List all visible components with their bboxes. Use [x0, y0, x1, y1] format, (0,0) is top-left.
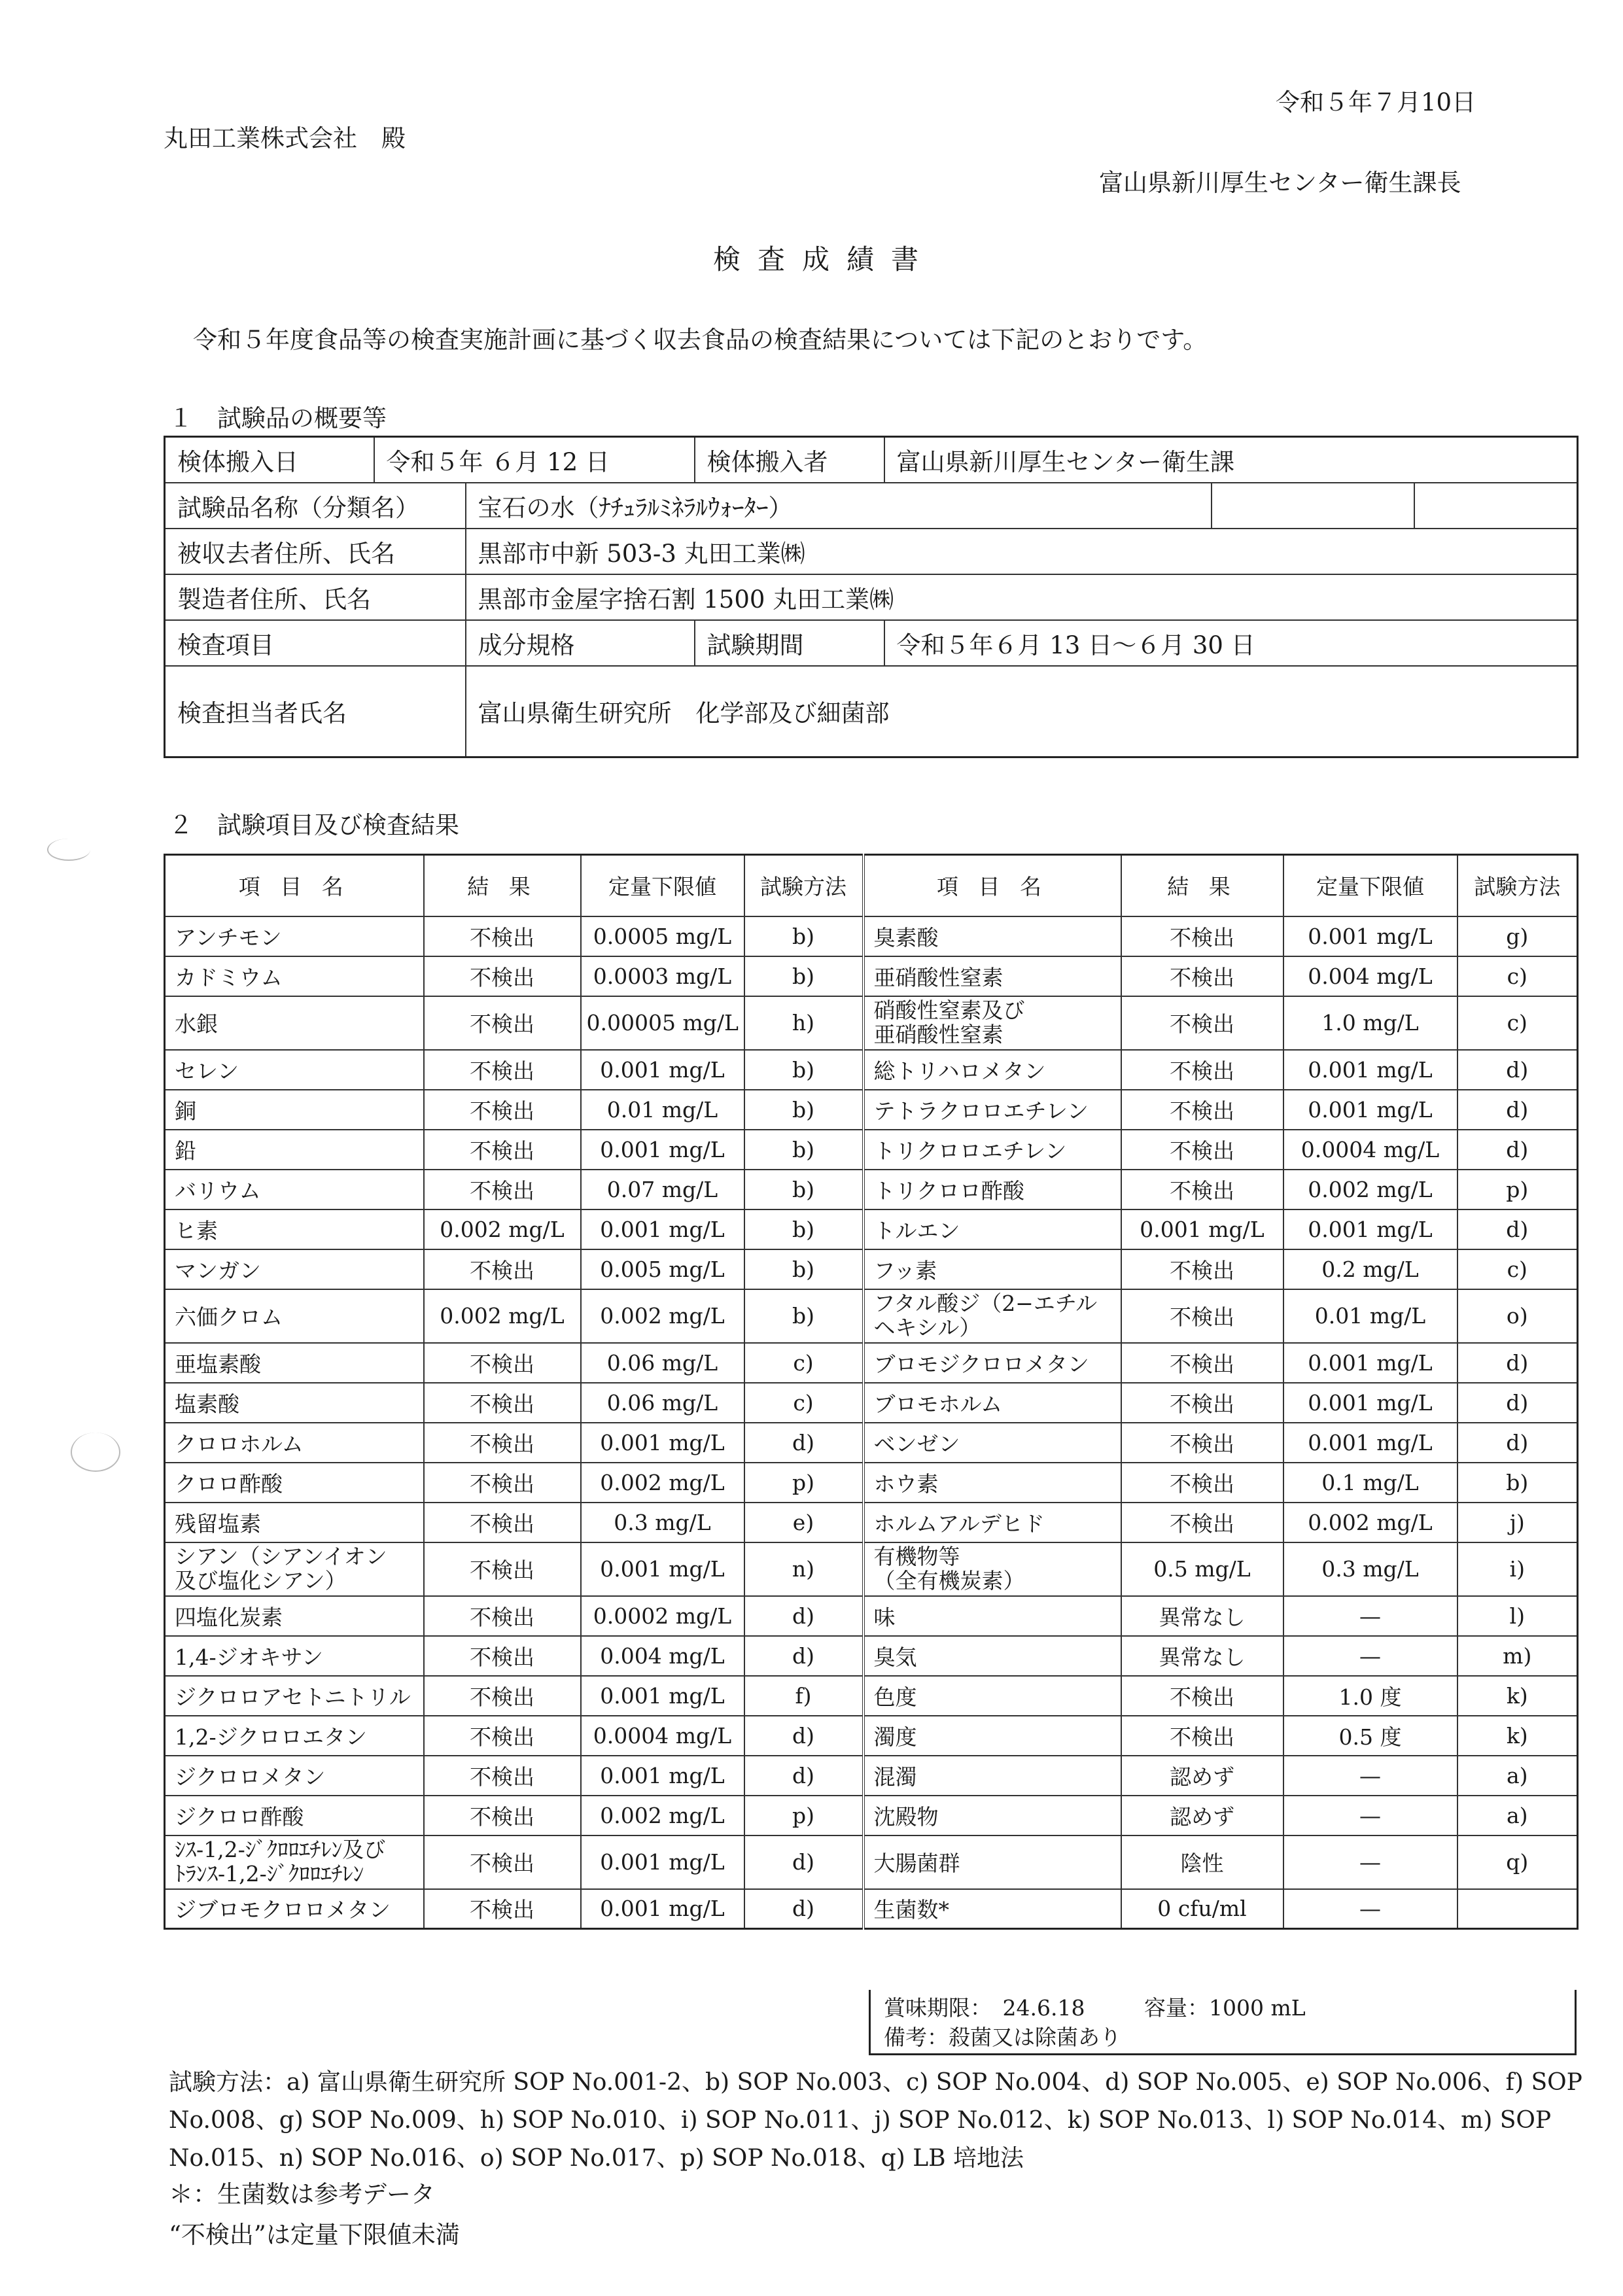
left-item-name: ｼｽ-1,2-ｼﾞｸﾛﾛｴﾁﾚﾝ及び ﾄﾗﾝｽ-1,2-ｼﾞｸﾛﾛｴﾁﾚﾝ	[165, 1835, 424, 1889]
left-result: 不検出	[424, 916, 581, 956]
left-item-name: ジクロロ酢酸	[165, 1796, 424, 1835]
right-test-method: o)	[1457, 1289, 1578, 1343]
summary-value: 成分規格	[466, 620, 695, 666]
left-test-method: d)	[744, 1423, 864, 1463]
punch-hole-mark	[47, 839, 90, 861]
intro-text: 令和５年度食品等の検査実施計画に基づく収去食品の検査結果については下記のとおりです。	[193, 326, 1208, 354]
right-quantitation-limit: 0.001 mg/L	[1283, 1209, 1457, 1249]
summary-label: 試験期間	[695, 620, 884, 666]
right-item-name: ホウ素	[864, 1463, 1121, 1503]
summary-empty-cell	[1414, 483, 1578, 529]
left-result: 不検出	[424, 996, 581, 1050]
recipient: 丸田工業株式会社 殿	[164, 124, 406, 152]
right-item-name: トリクロロ酢酸	[864, 1170, 1121, 1209]
right-result: 認めず	[1121, 1756, 1283, 1796]
document-title: 検査成績書	[713, 243, 936, 275]
summary-label: 検査担当者氏名	[165, 666, 466, 757]
results-row	[165, 1209, 1578, 1249]
right-result: 不検出	[1121, 916, 1283, 956]
left-item-name: クロロホルム	[165, 1423, 424, 1463]
results-row	[165, 1503, 1578, 1542]
right-quantitation-limit: 0.001 mg/L	[1283, 1423, 1457, 1463]
left-test-method: b)	[744, 1289, 864, 1343]
left-item-name: 六価クロム	[165, 1289, 424, 1343]
column-header: 試験方法	[1457, 855, 1578, 916]
punch-hole-mark	[71, 1433, 120, 1472]
left-quantitation-limit: 0.002 mg/L	[581, 1289, 744, 1343]
left-item-name: 1,4-ジオキサン	[165, 1636, 424, 1676]
left-test-method: d)	[744, 1889, 864, 1929]
right-quantitation-limit: —	[1283, 1756, 1457, 1796]
left-quantitation-limit: 0.06 mg/L	[581, 1383, 744, 1423]
left-quantitation-limit: 0.0003 mg/L	[581, 956, 744, 996]
left-test-method: f)	[744, 1676, 864, 1716]
right-test-method: d)	[1457, 1343, 1578, 1383]
left-result: 不検出	[424, 1716, 581, 1756]
left-quantitation-limit: 0.004 mg/L	[581, 1636, 744, 1676]
left-item-name: 銅	[165, 1090, 424, 1130]
right-item-name: 臭気	[864, 1636, 1121, 1676]
right-result: 不検出	[1121, 1676, 1283, 1716]
left-item-name: アンチモン	[165, 916, 424, 956]
right-test-method: l)	[1457, 1596, 1578, 1636]
column-header: 結 果	[424, 855, 581, 916]
results-body	[165, 916, 1578, 1929]
right-item-name: ブロモジクロロメタン	[864, 1343, 1121, 1383]
left-result: 不検出	[424, 956, 581, 996]
right-result: 不検出	[1121, 1170, 1283, 1209]
right-quantitation-limit: 0.001 mg/L	[1283, 1383, 1457, 1423]
right-test-method: g)	[1457, 916, 1578, 956]
summary-row-manufacturer	[165, 574, 1578, 620]
results-row	[165, 916, 1578, 956]
right-quantitation-limit: 0.001 mg/L	[1283, 1050, 1457, 1090]
right-item-name: テトラクロロエチレン	[864, 1090, 1121, 1130]
left-item-name: ジクロロメタン	[165, 1756, 424, 1796]
results-header-row	[165, 855, 1578, 916]
right-test-method: i)	[1457, 1542, 1578, 1596]
right-quantitation-limit: 0.002 mg/L	[1283, 1170, 1457, 1209]
left-item-name: 1,2-ジクロロエタン	[165, 1716, 424, 1756]
right-item-name: フッ素	[864, 1249, 1121, 1289]
footnote-not-detected: “不検出”は定量下限値未満	[169, 2221, 460, 2249]
right-result: 不検出	[1121, 1343, 1283, 1383]
right-test-method: m)	[1457, 1636, 1578, 1676]
left-result: 不検出	[424, 1542, 581, 1596]
left-result: 不検出	[424, 1050, 581, 1090]
right-result: 不検出	[1121, 1383, 1283, 1423]
left-result: 不検出	[424, 1676, 581, 1716]
right-item-name: 味	[864, 1596, 1121, 1636]
right-result: 不検出	[1121, 1130, 1283, 1170]
left-quantitation-limit: 0.3 mg/L	[581, 1503, 744, 1542]
right-result: 不検出	[1121, 1050, 1283, 1090]
results-row	[165, 996, 1578, 1050]
right-test-method: k)	[1457, 1676, 1578, 1716]
right-item-name: 大腸菌群	[864, 1835, 1121, 1889]
left-item-name: バリウム	[165, 1170, 424, 1209]
left-quantitation-limit: 0.001 mg/L	[581, 1676, 744, 1716]
right-quantitation-limit: 0.5 度	[1283, 1716, 1457, 1756]
left-test-method: b)	[744, 956, 864, 996]
left-quantitation-limit: 0.005 mg/L	[581, 1249, 744, 1289]
right-test-method	[1457, 1889, 1578, 1929]
summary-row-collectee	[165, 529, 1578, 574]
right-item-name: トルエン	[864, 1209, 1121, 1249]
remark: 備考：殺菌又は除菌あり	[884, 2024, 1121, 2050]
summary-label: 検査項目	[165, 620, 466, 666]
right-result: 異常なし	[1121, 1636, 1283, 1676]
left-item-name: 四塩化炭素	[165, 1596, 424, 1636]
left-item-name: セレン	[165, 1050, 424, 1090]
left-quantitation-limit: 0.001 mg/L	[581, 1542, 744, 1596]
results-row	[165, 1090, 1578, 1130]
left-result: 不検出	[424, 1636, 581, 1676]
right-quantitation-limit: —	[1283, 1889, 1457, 1929]
results-row	[165, 1636, 1578, 1676]
right-item-name: ブロモホルム	[864, 1383, 1121, 1423]
left-test-method: d)	[744, 1756, 864, 1796]
left-quantitation-limit: 0.001 mg/L	[581, 1209, 744, 1249]
document-date: 令和５年７月10日	[1276, 88, 1476, 116]
right-quantitation-limit: 0.001 mg/L	[1283, 1090, 1457, 1130]
right-quantitation-limit: —	[1283, 1835, 1457, 1889]
summary-row-item	[165, 620, 1578, 666]
results-row	[165, 1170, 1578, 1209]
section2-heading: ２ 試験項目及び検査結果	[169, 811, 459, 839]
right-test-method: p)	[1457, 1170, 1578, 1209]
left-test-method: c)	[744, 1343, 864, 1383]
volume: 容量：1000 mL	[1143, 1995, 1306, 2021]
right-result: 不検出	[1121, 1090, 1283, 1130]
left-test-method: b)	[744, 1130, 864, 1170]
summary-row-sample-name	[165, 483, 1578, 529]
right-result: 不検出	[1121, 1289, 1283, 1343]
test-methods-legend: 試験方法：a) 富山県衛生研究所 SOP No.001-2、b) SOP No.003、c) SOP No.004、d) SOP No.005、e) SOP No.006、f) SOP No.008、g) SOP No.009、h) SOP No.010、i) SOP No.011、j) SOP No.012、k) SOP No.013、l) SOP No.014、m) SOP No.015、n) SOP No.016、o) SOP No.017、p) SOP No.018、q) LB 培地法	[169, 2069, 1582, 2172]
left-quantitation-limit: 0.00005 mg/L	[581, 996, 744, 1050]
results-row	[165, 1756, 1578, 1796]
results-row	[165, 1716, 1578, 1756]
left-item-name: 塩素酸	[165, 1383, 424, 1423]
right-test-method: k)	[1457, 1716, 1578, 1756]
right-quantitation-limit: 0.1 mg/L	[1283, 1463, 1457, 1503]
results-row	[165, 1796, 1578, 1835]
summary-empty-cell	[1212, 483, 1414, 529]
summary-value: 黒部市中新 503-3 丸田工業㈱	[466, 529, 1578, 574]
left-test-method: p)	[744, 1796, 864, 1835]
results-row	[165, 1835, 1578, 1889]
right-quantitation-limit: 0.001 mg/L	[1283, 1343, 1457, 1383]
summary-value: 富山県新川厚生センター衛生課	[884, 437, 1578, 483]
left-test-method: e)	[744, 1503, 864, 1542]
left-test-method: d)	[744, 1596, 864, 1636]
left-test-method: n)	[744, 1542, 864, 1596]
results-row	[165, 1676, 1578, 1716]
left-result: 不検出	[424, 1090, 581, 1130]
column-header: 定量下限値	[1283, 855, 1457, 916]
right-result: 0 cfu/ml	[1121, 1889, 1283, 1929]
results-row	[165, 956, 1578, 996]
column-header: 項 目 名	[864, 855, 1121, 916]
right-result: 不検出	[1121, 1249, 1283, 1289]
left-item-name: 残留塩素	[165, 1503, 424, 1542]
left-test-method: b)	[744, 1090, 864, 1130]
left-quantitation-limit: 0.001 mg/L	[581, 1889, 744, 1929]
left-quantitation-limit: 0.0002 mg/L	[581, 1596, 744, 1636]
right-item-name: 総トリハロメタン	[864, 1050, 1121, 1090]
right-quantitation-limit: 0.0004 mg/L	[1283, 1130, 1457, 1170]
left-item-name: シアン（シアンイオン 及び塩化シアン）	[165, 1542, 424, 1596]
right-quantitation-limit: 0.004 mg/L	[1283, 956, 1457, 996]
left-quantitation-limit: 0.0004 mg/L	[581, 1716, 744, 1756]
summary-row-inspector	[165, 666, 1578, 757]
results-row	[165, 1249, 1578, 1289]
summary-value: 令和５年 ６月 12 日	[374, 437, 695, 483]
results-row	[165, 1130, 1578, 1170]
left-result: 不検出	[424, 1596, 581, 1636]
test-results-table	[164, 854, 1579, 1930]
left-item-name: ヒ素	[165, 1209, 424, 1249]
right-item-name: 濁度	[864, 1716, 1121, 1756]
left-test-method: b)	[744, 1170, 864, 1209]
summary-row-receipt	[165, 437, 1578, 483]
left-quantitation-limit: 0.001 mg/L	[581, 1756, 744, 1796]
results-row	[165, 1383, 1578, 1423]
left-quantitation-limit: 0.0005 mg/L	[581, 916, 744, 956]
left-item-name: ジブロモクロロメタン	[165, 1889, 424, 1929]
right-result: 0.001 mg/L	[1121, 1209, 1283, 1249]
left-result: 不検出	[424, 1383, 581, 1423]
left-result: 不検出	[424, 1463, 581, 1503]
right-quantitation-limit: 0.002 mg/L	[1283, 1503, 1457, 1542]
left-result: 不検出	[424, 1170, 581, 1209]
left-quantitation-limit: 0.06 mg/L	[581, 1343, 744, 1383]
left-test-method: d)	[744, 1835, 864, 1889]
right-quantitation-limit: 0.01 mg/L	[1283, 1289, 1457, 1343]
right-result: 異常なし	[1121, 1596, 1283, 1636]
right-result: 0.5 mg/L	[1121, 1542, 1283, 1596]
right-item-name: 色度	[864, 1676, 1121, 1716]
left-test-method: c)	[744, 1383, 864, 1423]
left-quantitation-limit: 0.001 mg/L	[581, 1835, 744, 1889]
left-quantitation-limit: 0.07 mg/L	[581, 1170, 744, 1209]
results-row	[165, 1289, 1578, 1343]
right-item-name: 亜硝酸性窒素	[864, 956, 1121, 996]
results-row	[165, 1050, 1578, 1090]
left-result: 不検出	[424, 1343, 581, 1383]
right-test-method: d)	[1457, 1423, 1578, 1463]
left-test-method: b)	[744, 1209, 864, 1249]
right-item-name: フタル酸ジ（2−エチル ヘキシル）	[864, 1289, 1121, 1343]
summary-value: 富山県衛生研究所 化学部及び細菌部	[466, 666, 1578, 757]
right-result: 不検出	[1121, 996, 1283, 1050]
right-item-name: トリクロロエチレン	[864, 1130, 1121, 1170]
right-item-name: 生菌数*	[864, 1889, 1121, 1929]
left-item-name: カドミウム	[165, 956, 424, 996]
right-test-method: b)	[1457, 1463, 1578, 1503]
left-result: 不検出	[424, 1423, 581, 1463]
results-row	[165, 1343, 1578, 1383]
column-header: 試験方法	[744, 855, 864, 916]
left-test-method: b)	[744, 916, 864, 956]
results-row	[165, 1542, 1578, 1596]
left-result: 0.002 mg/L	[424, 1289, 581, 1343]
left-result: 不検出	[424, 1503, 581, 1542]
left-quantitation-limit: 0.001 mg/L	[581, 1423, 744, 1463]
right-quantitation-limit: —	[1283, 1796, 1457, 1835]
column-header: 結 果	[1121, 855, 1283, 916]
left-quantitation-limit: 0.01 mg/L	[581, 1090, 744, 1130]
right-item-name: ホルムアルデヒド	[864, 1503, 1121, 1542]
left-result: 不検出	[424, 1889, 581, 1929]
left-result: 0.002 mg/L	[424, 1209, 581, 1249]
summary-label: 検体搬入日	[165, 437, 374, 483]
left-item-name: マンガン	[165, 1249, 424, 1289]
right-quantitation-limit: 1.0 mg/L	[1283, 996, 1457, 1050]
right-result: 不検出	[1121, 1463, 1283, 1503]
sample-summary-table	[164, 436, 1579, 758]
left-result: 不検出	[424, 1835, 581, 1889]
product-notes-box	[869, 1990, 1577, 2055]
right-quantitation-limit: 0.2 mg/L	[1283, 1249, 1457, 1289]
right-quantitation-limit: 0.001 mg/L	[1283, 916, 1457, 956]
right-result: 不検出	[1121, 956, 1283, 996]
left-quantitation-limit: 0.001 mg/L	[581, 1050, 744, 1090]
right-test-method: d)	[1457, 1209, 1578, 1249]
left-result: 不検出	[424, 1756, 581, 1796]
left-quantitation-limit: 0.002 mg/L	[581, 1796, 744, 1835]
right-quantitation-limit: 0.3 mg/L	[1283, 1542, 1457, 1596]
left-test-method: b)	[744, 1249, 864, 1289]
right-test-method: j)	[1457, 1503, 1578, 1542]
right-test-method: a)	[1457, 1756, 1578, 1796]
right-item-name: ベンゼン	[864, 1423, 1121, 1463]
right-test-method: d)	[1457, 1130, 1578, 1170]
right-test-method: c)	[1457, 996, 1578, 1050]
right-test-method: d)	[1457, 1383, 1578, 1423]
column-header: 項 目 名	[165, 855, 424, 916]
right-test-method: q)	[1457, 1835, 1578, 1889]
right-test-method: c)	[1457, 1249, 1578, 1289]
issuer: 富山県新川厚生センター衛生課長	[1099, 169, 1461, 197]
results-row	[165, 1889, 1578, 1929]
left-test-method: b)	[744, 1050, 864, 1090]
right-item-name: 沈殿物	[864, 1796, 1121, 1835]
left-result: 不検出	[424, 1249, 581, 1289]
summary-label: 試験品名称（分類名）	[165, 483, 466, 529]
left-item-name: クロロ酢酸	[165, 1463, 424, 1503]
left-result: 不検出	[424, 1130, 581, 1170]
right-test-method: d)	[1457, 1050, 1578, 1090]
left-quantitation-limit: 0.002 mg/L	[581, 1463, 744, 1503]
right-result: 不検出	[1121, 1716, 1283, 1756]
left-item-name: 亜塩素酸	[165, 1343, 424, 1383]
left-item-name: ジクロロアセトニトリル	[165, 1676, 424, 1716]
column-header: 定量下限値	[581, 855, 744, 916]
left-test-method: d)	[744, 1716, 864, 1756]
right-test-method: d)	[1457, 1090, 1578, 1130]
right-quantitation-limit: —	[1283, 1636, 1457, 1676]
left-item-name: 鉛	[165, 1130, 424, 1170]
right-result: 認めず	[1121, 1796, 1283, 1835]
footnote-viable-count: ＊：生菌数は参考データ	[169, 2180, 435, 2208]
summary-label: 検体搬入者	[695, 437, 884, 483]
results-row	[165, 1423, 1578, 1463]
left-test-method: d)	[744, 1636, 864, 1676]
right-item-name: 臭素酸	[864, 916, 1121, 956]
right-item-name: 有機物等 （全有機炭素）	[864, 1542, 1121, 1596]
right-result: 不検出	[1121, 1423, 1283, 1463]
left-test-method: p)	[744, 1463, 864, 1503]
right-item-name: 硝酸性窒素及び 亜硝酸性窒素	[864, 996, 1121, 1050]
summary-value: 宝石の水（ﾅﾁｭﾗﾙﾐﾈﾗﾙｳｫｰﾀｰ）	[466, 483, 1212, 529]
right-quantitation-limit: 1.0 度	[1283, 1676, 1457, 1716]
left-result: 不検出	[424, 1796, 581, 1835]
summary-label: 製造者住所、氏名	[165, 574, 466, 620]
summary-value: 令和５年６月 13 日～６月 30 日	[884, 620, 1578, 666]
results-row	[165, 1596, 1578, 1636]
best-before: 賞味期限： 24.6.18	[884, 1995, 1085, 2021]
right-test-method: c)	[1457, 956, 1578, 996]
section1-heading: １ 試験品の概要等	[169, 404, 387, 432]
right-test-method: a)	[1457, 1796, 1578, 1835]
left-item-name: 水銀	[165, 996, 424, 1050]
right-item-name: 混濁	[864, 1756, 1121, 1796]
right-result: 不検出	[1121, 1503, 1283, 1542]
summary-value: 黒部市金屋字捨石割 1500 丸田工業㈱	[466, 574, 1578, 620]
left-quantitation-limit: 0.001 mg/L	[581, 1130, 744, 1170]
results-row	[165, 1463, 1578, 1503]
left-test-method: h)	[744, 996, 864, 1050]
right-quantitation-limit: —	[1283, 1596, 1457, 1636]
summary-label: 被収去者住所、氏名	[165, 529, 466, 574]
right-result: 陰性	[1121, 1835, 1283, 1889]
